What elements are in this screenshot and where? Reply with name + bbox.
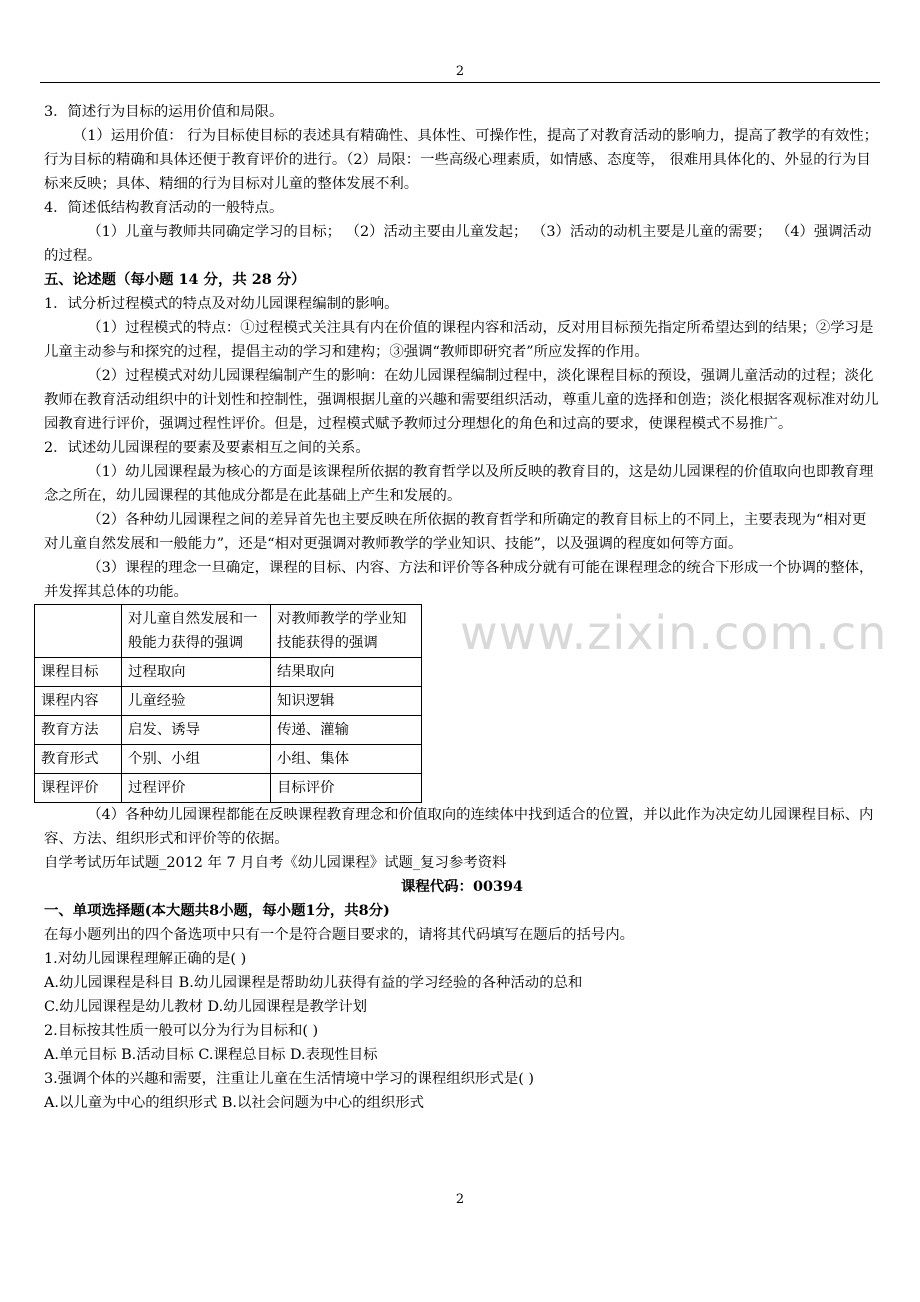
table-cell: 个别、小组 xyxy=(122,745,271,774)
text-line: 一、单项选择题(本大题共8小题，每小题1分，共8分) xyxy=(44,902,390,919)
text-line: 3.强调个体的兴趣和需要，注重让儿童在生活情境中学习的课程组织形式是( ) xyxy=(44,1071,535,1087)
text-line: A.以儿童为中心的组织形式 B.以社会问题为中心的组织形式 xyxy=(44,1095,425,1111)
text-line: 1．试分析过程模式的特点及对幼儿园课程编制的影响。 xyxy=(44,296,399,312)
text-line: A.幼儿园课程是科目 B.幼儿园课程是帮助幼儿获得有益的学习经验的各种活动的总和 xyxy=(44,975,583,991)
table-cell: 教育形式 xyxy=(35,745,122,774)
table-cell: 课程评价 xyxy=(35,774,122,803)
text-line: A.单元目标 B.活动目标 C.课程总目标 D.表现性目标 xyxy=(44,1047,378,1063)
text-line: 课程代码：00394 xyxy=(400,878,524,895)
page-number-top: 2 xyxy=(455,64,465,79)
text-line: 3．简述行为目标的运用价值和局限。 xyxy=(44,104,284,120)
text-line: （3）课程的理念一旦确定，课程的目标、内容、方法和评价等各种成分就有可能在课程理念的统合下形成一个协调的整体，并发挥其总体的功能。 xyxy=(44,560,874,600)
table-cell: 儿童经验 xyxy=(122,687,271,716)
table-cell: 知识逻辑 xyxy=(271,687,422,716)
watermark: www.zixin.com.cn xyxy=(460,606,888,660)
table-cell: 小组、集体 xyxy=(271,745,422,774)
text-line: （1）过程模式的特点：①过程模式关注具有内在价值的课程内容和活动，反对用目标预先指定所希望达到的结果；②学习是儿童主动参与和探究的过程，提倡主动的学习和建构；③强调“教师即研究者”所应发挥的作用。 xyxy=(44,320,874,360)
text-line: 2．试述幼儿园课程的要素及要素相互之间的关系。 xyxy=(44,440,370,456)
text-line: （1）幼儿园课程最为核心的方面是该课程所依据的教育哲学以及所反映的教育目的，这是幼儿园课程的价值取向也即教育理念之所在，幼儿园课程的其他成分都是在此基础上产生和发展的。 xyxy=(44,464,874,504)
text-block-after-table xyxy=(44,803,880,1115)
table-cell: 教育方法 xyxy=(35,716,122,745)
text-line: 五、论述题（每小题 14 分，共 28 分） xyxy=(44,271,306,288)
text-line: （1）儿童与教师共同确定学习的目标； （2）活动主要由儿童发起； （3）活动的动机主要是儿童的需要； （4）强调活动的过程。 xyxy=(44,224,872,264)
text-line: （4）各种幼儿园课程都能在反映课程教育理念和价值取向的连续体中找到适合的位置，并以此作为决定幼儿园课程目标、内容、方法、组织形式和评价等的依据。 xyxy=(44,807,874,847)
table-row xyxy=(35,687,422,716)
text-line: （1）运用价值： 行为目标使目标的表述具有精确性、具体性、可操作性，提高了对教育活动的影响力，提高了教学的有效性；行为目标的精确和具体还便于教育评价的进行。（2）局限：一些高级心理素质，如情感、态度等， 很难用具体化的、外显的行为目标来反映；具体、精细的行为目标对儿童的整体发展不利。 xyxy=(44,128,879,192)
table-cell: 结果取向 xyxy=(271,658,422,687)
table-cell: 对儿童自然发展和一般能力获得的强调 xyxy=(122,605,271,658)
text-line: （2）过程模式对幼儿园课程编制产生的影响：在幼儿园课程编制过程中，淡化课程目标的预设，强调儿童活动的过程；淡化教师在教育活动组织中的计划性和控制性，强调根据儿童的兴趣和需要组织活动，尊重儿童的选择和创造；淡化根据客观标准对幼儿园教育进行评价，强调过程性评价。但是，过程模式赋予教师过分理想化的角色和过高的要求，使课程模式不易推广。 xyxy=(44,368,879,432)
table-cell: 对教师教学的学业知技能获得的强调 xyxy=(271,605,422,658)
text-line: 在每小题列出的四个备选项中只有一个是符合题目要求的，请将其代码填写在题后的括号内。 xyxy=(44,927,635,943)
table-cell: 课程目标 xyxy=(35,658,122,687)
text-line: （2）各种幼儿园课程之间的差异首先也主要反映在所依据的教育哲学和所确定的教育目标上的不同上，主要表现为“相对更对儿童自然发展和一般能力”，还是“相对更强调对教师教学的学业知识、技能”，以及强调的程度如何等方面。 xyxy=(44,512,867,552)
text-block-before-table xyxy=(44,100,880,604)
table-row xyxy=(35,658,422,687)
table-header-row xyxy=(35,605,422,658)
table-cell: 课程内容 xyxy=(35,687,122,716)
text-line: 自学考试历年试题_2012 年 7 月自考《幼儿园课程》试题_复习参考资料 xyxy=(44,855,507,871)
text-line: 2.目标按其性质一般可以分为行为目标和( ) xyxy=(44,1023,319,1039)
table-cell: 传递、灌输 xyxy=(271,716,422,745)
table-cell: 目标评价 xyxy=(271,774,422,803)
text-line: 1.对幼儿园课程理解正确的是( ) xyxy=(44,951,247,967)
page-number-bottom: 2 xyxy=(455,1192,465,1207)
document-body xyxy=(41,100,880,1115)
text-line: C.幼儿园课程是幼儿教材 D.幼儿园课程是教学计划 xyxy=(44,999,368,1015)
table-row xyxy=(35,716,422,745)
text-line: 4．简述低结构教育活动的一般特点。 xyxy=(44,200,284,216)
comparison-table xyxy=(34,604,422,803)
table-cell: 过程评价 xyxy=(122,774,271,803)
table-cell: 过程取向 xyxy=(122,658,271,687)
table-cell: 启发、诱导 xyxy=(122,716,271,745)
table-row xyxy=(35,774,422,803)
header-rule xyxy=(40,82,880,83)
table-row xyxy=(35,745,422,774)
table-cell xyxy=(35,605,122,658)
